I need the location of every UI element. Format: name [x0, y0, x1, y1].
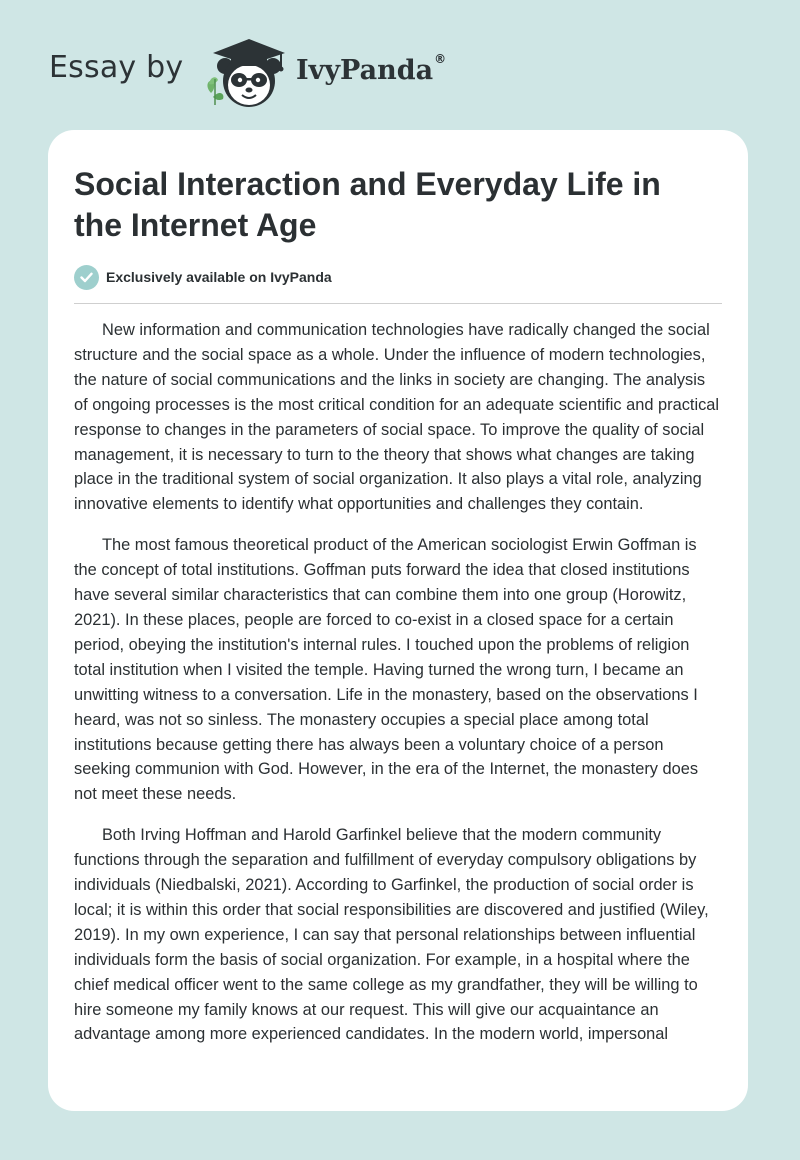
registered-mark: ® — [434, 52, 447, 66]
essay-by-label: Essay by — [49, 50, 184, 85]
essay-paragraph: New information and communication technologies have radically changed the social structure and the social space as a whole. Under the influence of modern technologies, the nature of social communications and the links in society are changing. The analysis of ongoing processes is the most critical condition for an adequate scientific and practical response to changes in the parameters of social space. To improve the quality of social management, it is necessary to turn to the theory that shows what changes are taking place in the traditional system of social organization. It also plays a vital role, analyzing innovative elements to identify what opportunities and challenges they contain. — [74, 321, 720, 514]
site-header — [0, 0, 800, 130]
exclusive-badge-text: Exclusively available on IvyPanda — [106, 269, 332, 285]
essay-title: Social Interaction and Everyday Life in the Internet Age — [74, 166, 661, 243]
divider — [74, 303, 722, 304]
essay-paragraph: Both Irving Hoffman and Harold Garfinkel believe that the modern community functions through the separation and fulfillment of everyday compulsory obligations by individuals (Niedbalski, 2021). According to Garfinkel, the production of social order is local; it is within this order that social responsibilities are discovered and justified (Wiley, 2019). In my own experience, I can say that personal relationships between influential individuals form the basis of social organization. For example, in a hospital where the chief medical officer went to the same college as my grandfather, they will be willing to hire someone my family knows at our request. This will give our acquaintance an advantage among more experienced candidates. In the modern world, impersonal — [74, 826, 709, 1044]
essay-body — [74, 318, 722, 1063]
essay-card — [48, 130, 748, 1111]
brand-name[interactable]: IvyPanda® — [296, 52, 447, 86]
exclusive-badge — [74, 264, 332, 290]
check-icon — [74, 265, 99, 290]
essay-paragraph: The most famous theoretical product of the American sociologist Erwin Goffman is the concept of total institutions. Goffman puts forward the idea that closed institutions have several similar characteristics that can combine them into one group (Horowitz, 2021). In these places, people are forced to co-exist in a closed space for a certain period, obeying the institution's internal rules. I touched upon the problems of religion total institution when I visited the temple. Having turned the wrong turn, I became an unwitting witness to a conversation. Life in the monastery, based on the observations I heard, was not so sinless. The monastery occupies a special place among total institutions because getting there has always been a voluntary choice of a person seeking communion with God. However, in the era of the Internet, the monastery does not meet these needs. — [74, 536, 699, 804]
panda-graduate-icon[interactable] — [201, 35, 297, 109]
